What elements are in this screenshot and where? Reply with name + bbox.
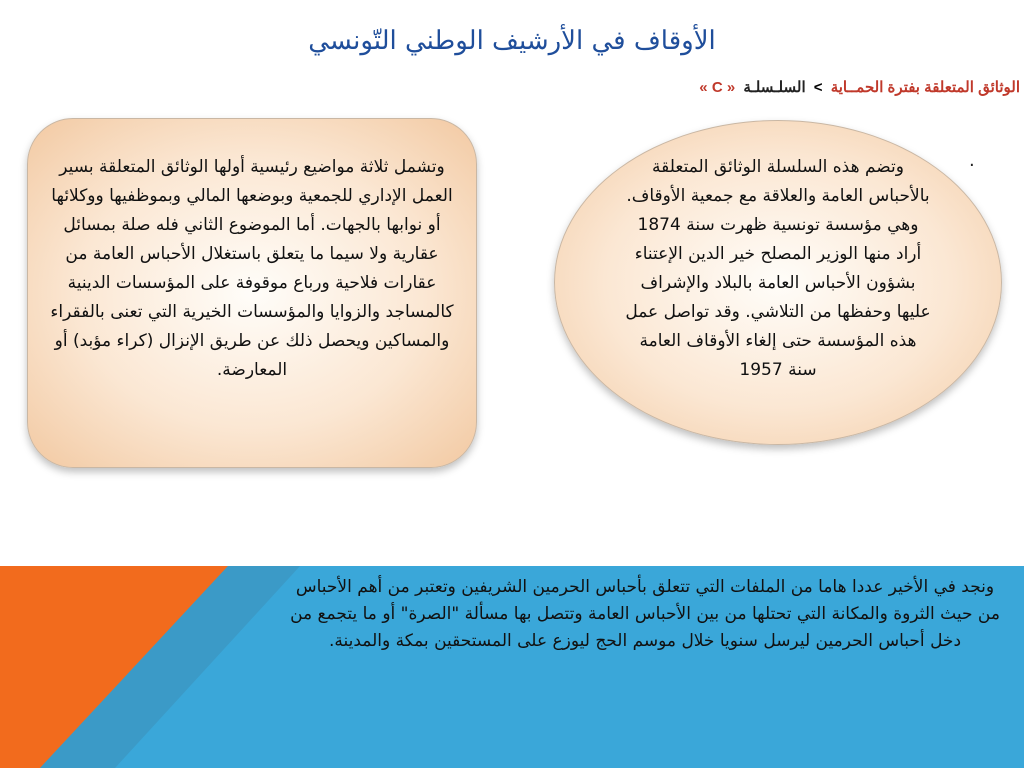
breadcrumb-section: الوثائق المتعلقة بفترة الحمــاية	[830, 79, 1020, 96]
right-ellipse-text: وتضم هذه السلسلة الوثائق المتعلقة بالأحباس العامة والعلاقة مع جمعية الأوقاف. وهي مؤسسة تونسية ظهرت سنة 1874 أراد منها الوزير المصلح خير الدين الإعتناء بشؤون الأحباس العامة بالبلاد والإشراف عليها وحفظها من التلاشي. وقد تواصل عمل هذه المؤسسة حتى إلغاء الأوقاف العامة سنة 1957	[625, 157, 931, 380]
left-rounded-box	[27, 118, 477, 468]
left-box-text: وتشمل ثلاثة مواضيع رئيسية أولها الوثائق المتعلقة بسير العمل الإداري للجمعية وبوضعها المالي وبموظفيها ووكلائها أو نوابها بالجهات. أما الموضوع الثاني فله صلة بمسائل عقارية ولا سيما ما يتعلق باستغلال الأحباس العامة من عقارات فلاحية ورباع موقوفة على المؤسسات الدينية كالمساجد والزوايا والمؤسسات الخيرية التي تعنى بالفقراء والمساكين ويحصل ذلك عن طريق الإنزال (كراء مؤبد) أو المعارضة.	[50, 157, 454, 380]
breadcrumb	[699, 78, 1020, 96]
slide-title: الأوقاف في الأرشيف الوطني التّونسي	[308, 26, 716, 56]
right-ellipse-box	[554, 120, 1002, 445]
stray-dot: .	[969, 150, 975, 171]
breadcrumb-separator: >	[813, 79, 823, 96]
breadcrumb-series: السلـسلـة	[743, 79, 806, 96]
breadcrumb-series-code: « C »	[699, 79, 736, 96]
bottom-paragraph: ونجد في الأخير عددا هاما من الملفات التي تتعلق بأحباس الحرمين الشريفين وتعتبر من أهم الأحباس من حيث الثروة والمكانة التي تحتلها من بين الأحباس العامة وتتصل بها مسألة "الصرة" أو ما يتجمع من دخل أحباس الحرمين ليرسل سنويا خلال موسم الحج ليوزع على المستحقين بمكة والمدينة.	[290, 577, 1000, 651]
